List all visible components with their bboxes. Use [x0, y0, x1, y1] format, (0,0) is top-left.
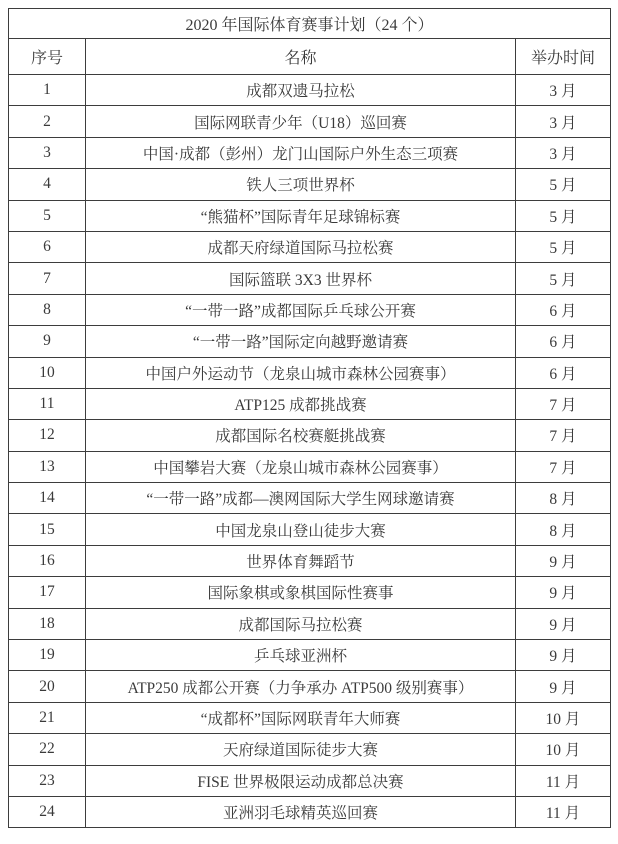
event-name-cell: 国际象棋或象棋国际性赛事 — [86, 577, 516, 608]
event-name-cell: ATP125 成都挑战赛 — [86, 388, 516, 419]
row-no-cell: 8 — [9, 294, 86, 325]
event-name-cell: 成都双遗马拉松 — [86, 75, 516, 106]
row-no-cell: 14 — [9, 483, 86, 514]
event-time-cell: 9 月 — [516, 671, 611, 702]
table-row — [9, 451, 611, 482]
event-name-cell: 世界体育舞蹈节 — [86, 545, 516, 576]
table-row — [9, 545, 611, 576]
column-header-no: 序号 — [9, 39, 86, 75]
event-name-cell: “熊猫杯”国际青年足球锦标赛 — [86, 200, 516, 231]
row-no-cell: 23 — [9, 765, 86, 796]
event-time-cell: 7 月 — [516, 420, 611, 451]
table-title: 2020 年国际体育赛事计划（24 个） — [9, 9, 611, 39]
table-row — [9, 671, 611, 702]
table-row — [9, 357, 611, 388]
event-name-cell: ATP250 成都公开赛（力争承办 ATP500 级别赛事） — [86, 671, 516, 702]
row-no-cell: 10 — [9, 357, 86, 388]
table-row — [9, 200, 611, 231]
event-time-cell: 11 月 — [516, 796, 611, 827]
event-name-cell: 中国户外运动节（龙泉山城市森林公园赛事） — [86, 357, 516, 388]
table-row — [9, 608, 611, 639]
event-time-cell: 9 月 — [516, 577, 611, 608]
event-name-cell: 铁人三项世界杯 — [86, 169, 516, 200]
row-no-cell: 9 — [9, 326, 86, 357]
event-time-cell: 5 月 — [516, 169, 611, 200]
table-row — [9, 734, 611, 765]
row-no-cell: 7 — [9, 263, 86, 294]
table-row — [9, 640, 611, 671]
table-row — [9, 577, 611, 608]
table-row — [9, 75, 611, 106]
event-time-cell: 7 月 — [516, 388, 611, 419]
row-no-cell: 15 — [9, 514, 86, 545]
event-time-cell: 10 月 — [516, 734, 611, 765]
event-time-cell: 10 月 — [516, 702, 611, 733]
table-row — [9, 483, 611, 514]
event-name-cell: 中国·成都（彭州）龙门山国际户外生态三项赛 — [86, 137, 516, 168]
row-no-cell: 18 — [9, 608, 86, 639]
row-no-cell: 13 — [9, 451, 86, 482]
column-header-name: 名称 — [86, 39, 516, 75]
event-name-cell: 亚洲羽毛球精英巡回赛 — [86, 796, 516, 827]
table-row — [9, 514, 611, 545]
table-row — [9, 137, 611, 168]
row-no-cell: 1 — [9, 75, 86, 106]
event-time-cell: 5 月 — [516, 231, 611, 262]
row-no-cell: 11 — [9, 388, 86, 419]
table-row — [9, 702, 611, 733]
row-no-cell: 4 — [9, 169, 86, 200]
table-row — [9, 106, 611, 137]
event-time-cell: 6 月 — [516, 326, 611, 357]
table-row — [9, 231, 611, 262]
column-header-time: 举办时间 — [516, 39, 611, 75]
table-row — [9, 169, 611, 200]
row-no-cell: 5 — [9, 200, 86, 231]
table-row — [9, 294, 611, 325]
event-name-cell: “一带一路”国际定向越野邀请赛 — [86, 326, 516, 357]
row-no-cell: 22 — [9, 734, 86, 765]
event-time-cell: 8 月 — [516, 514, 611, 545]
row-no-cell: 24 — [9, 796, 86, 827]
table-row — [9, 796, 611, 827]
event-time-cell: 8 月 — [516, 483, 611, 514]
row-no-cell: 20 — [9, 671, 86, 702]
event-time-cell: 11 月 — [516, 765, 611, 796]
table-row — [9, 326, 611, 357]
row-no-cell: 16 — [9, 545, 86, 576]
event-time-cell: 7 月 — [516, 451, 611, 482]
event-time-cell: 5 月 — [516, 200, 611, 231]
table-row — [9, 420, 611, 451]
row-no-cell: 6 — [9, 231, 86, 262]
event-name-cell: 国际网联青少年（U18）巡回赛 — [86, 106, 516, 137]
table-title-row — [9, 9, 611, 39]
event-time-cell: 3 月 — [516, 106, 611, 137]
row-no-cell: 3 — [9, 137, 86, 168]
event-name-cell: 成都天府绿道国际马拉松赛 — [86, 231, 516, 262]
row-no-cell: 17 — [9, 577, 86, 608]
event-name-cell: 成都国际马拉松赛 — [86, 608, 516, 639]
row-no-cell: 12 — [9, 420, 86, 451]
event-name-cell: 成都国际名校赛艇挑战赛 — [86, 420, 516, 451]
event-time-cell: 6 月 — [516, 294, 611, 325]
event-time-cell: 6 月 — [516, 357, 611, 388]
table-row — [9, 263, 611, 294]
table-row — [9, 765, 611, 796]
event-name-cell: “一带一路”成都国际乒乓球公开赛 — [86, 294, 516, 325]
events-table — [8, 8, 611, 828]
event-name-cell: 国际篮联 3X3 世界杯 — [86, 263, 516, 294]
table-row — [9, 388, 611, 419]
event-name-cell: FISE 世界极限运动成都总决赛 — [86, 765, 516, 796]
event-time-cell: 5 月 — [516, 263, 611, 294]
event-time-cell: 9 月 — [516, 640, 611, 671]
event-name-cell: 乒乓球亚洲杯 — [86, 640, 516, 671]
event-name-cell: 中国攀岩大赛（龙泉山城市森林公园赛事） — [86, 451, 516, 482]
event-time-cell: 3 月 — [516, 75, 611, 106]
row-no-cell: 2 — [9, 106, 86, 137]
event-time-cell: 3 月 — [516, 137, 611, 168]
row-no-cell: 21 — [9, 702, 86, 733]
event-name-cell: “一带一路”成都—澳网国际大学生网球邀请赛 — [86, 483, 516, 514]
event-name-cell: “成都杯”国际网联青年大师赛 — [86, 702, 516, 733]
table-header-row — [9, 39, 611, 75]
row-no-cell: 19 — [9, 640, 86, 671]
event-name-cell: 天府绿道国际徒步大赛 — [86, 734, 516, 765]
event-time-cell: 9 月 — [516, 608, 611, 639]
event-name-cell: 中国龙泉山登山徒步大赛 — [86, 514, 516, 545]
event-time-cell: 9 月 — [516, 545, 611, 576]
